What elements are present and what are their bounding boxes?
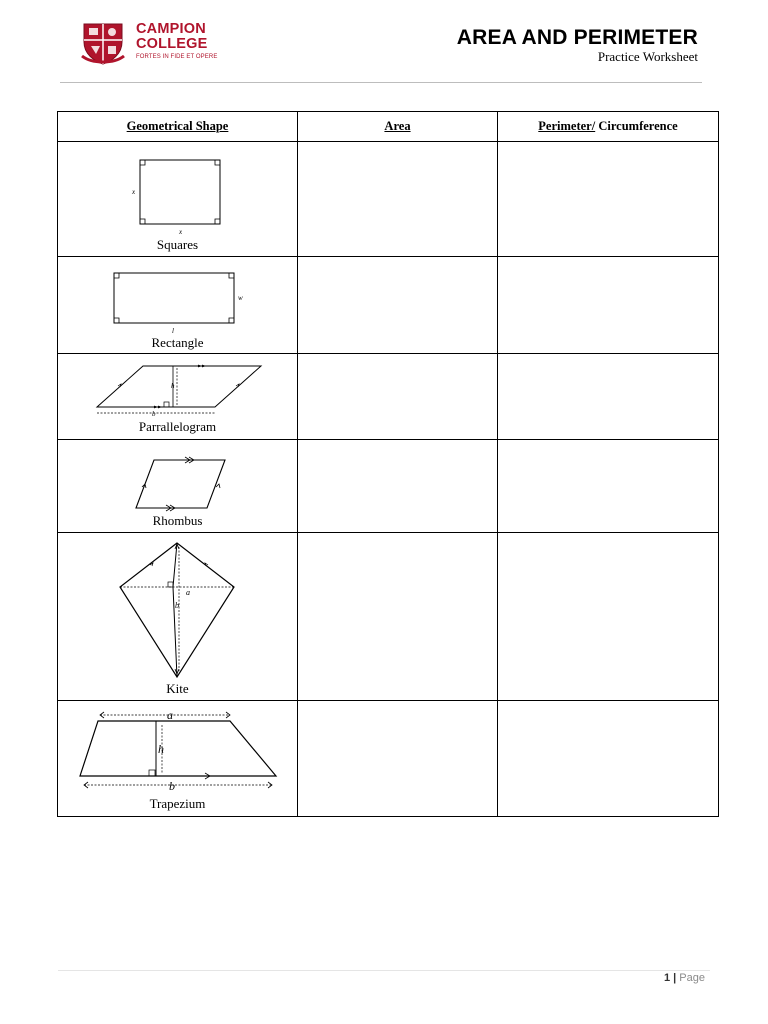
shape-cell-rectangle (58, 257, 298, 354)
shape-cell-trapezium (58, 701, 298, 817)
page-subtitle: Practice Worksheet (597, 49, 698, 64)
trapezium-bottom-label: b (169, 779, 175, 793)
footer-separator: | (673, 972, 677, 984)
header-perimeter: Perimeter/ Circumference (498, 112, 719, 142)
table-row (58, 440, 719, 533)
square-side-label-left: x (132, 188, 136, 196)
perimeter-answer-cell[interactable] (498, 257, 719, 354)
parallelogram-height-label: h (171, 382, 175, 390)
perimeter-answer-cell[interactable] (498, 533, 719, 701)
area-answer-cell[interactable] (298, 354, 498, 440)
kite-diagonal-a-label: a (186, 588, 190, 597)
brand-block (136, 22, 217, 61)
trapezium-height-label: h (158, 742, 164, 756)
shape-cell-parallelogram (58, 354, 298, 440)
rectangle-length-label: l (172, 327, 174, 335)
area-answer-cell[interactable] (298, 440, 498, 533)
table-row (58, 257, 719, 354)
square-side-label-bottom: x (179, 228, 183, 236)
shape-cell-rhombus (58, 440, 298, 533)
shape-caption: Trapezium (149, 796, 206, 811)
kite-diagonal-b-label: b (175, 601, 179, 610)
rectangle-width-label: w (238, 294, 243, 302)
perimeter-answer-cell[interactable] (498, 142, 719, 257)
perimeter-answer-cell[interactable] (498, 440, 719, 533)
parallelogram-base-label: b (152, 410, 156, 418)
table-row (58, 142, 719, 257)
page-label: Page (679, 972, 705, 984)
shape-cell-square (58, 142, 298, 257)
table-header-row (58, 112, 719, 142)
header-area: Area (298, 112, 498, 142)
table-row (58, 701, 719, 817)
kite-diagram (58, 533, 298, 701)
header-divider (60, 82, 702, 83)
college-crest-logo (80, 20, 126, 66)
area-answer-cell[interactable] (298, 142, 498, 257)
page-title: AREA AND PERIMETER (456, 26, 698, 49)
area-answer-cell[interactable] (298, 701, 498, 817)
shape-caption: Rectangle (151, 335, 204, 350)
area-answer-cell[interactable] (298, 257, 498, 354)
table-row (58, 354, 719, 440)
shape-caption: Kite (166, 681, 189, 696)
area-answer-cell[interactable] (298, 533, 498, 701)
brand-name-line1: CAMPION (136, 21, 206, 37)
shape-caption: Squares (156, 237, 199, 252)
shape-caption: Parrallelogram (138, 419, 217, 434)
page-number: 1 (663, 972, 671, 984)
brand-name-line2: COLLEGE (136, 36, 208, 52)
brand-motto: FORTES IN FIDE ET OPERE (136, 54, 218, 60)
shape-caption: Rhombus (152, 513, 203, 528)
footer-divider (58, 970, 710, 971)
header-shape: Geometrical Shape (58, 112, 298, 142)
shape-cell-kite (58, 533, 298, 701)
perimeter-answer-cell[interactable] (498, 354, 719, 440)
table-row (58, 533, 719, 701)
trapezium-top-label: a (167, 708, 173, 722)
worksheet-table (57, 111, 719, 817)
page-footer (664, 972, 705, 984)
perimeter-answer-cell[interactable] (498, 701, 719, 817)
